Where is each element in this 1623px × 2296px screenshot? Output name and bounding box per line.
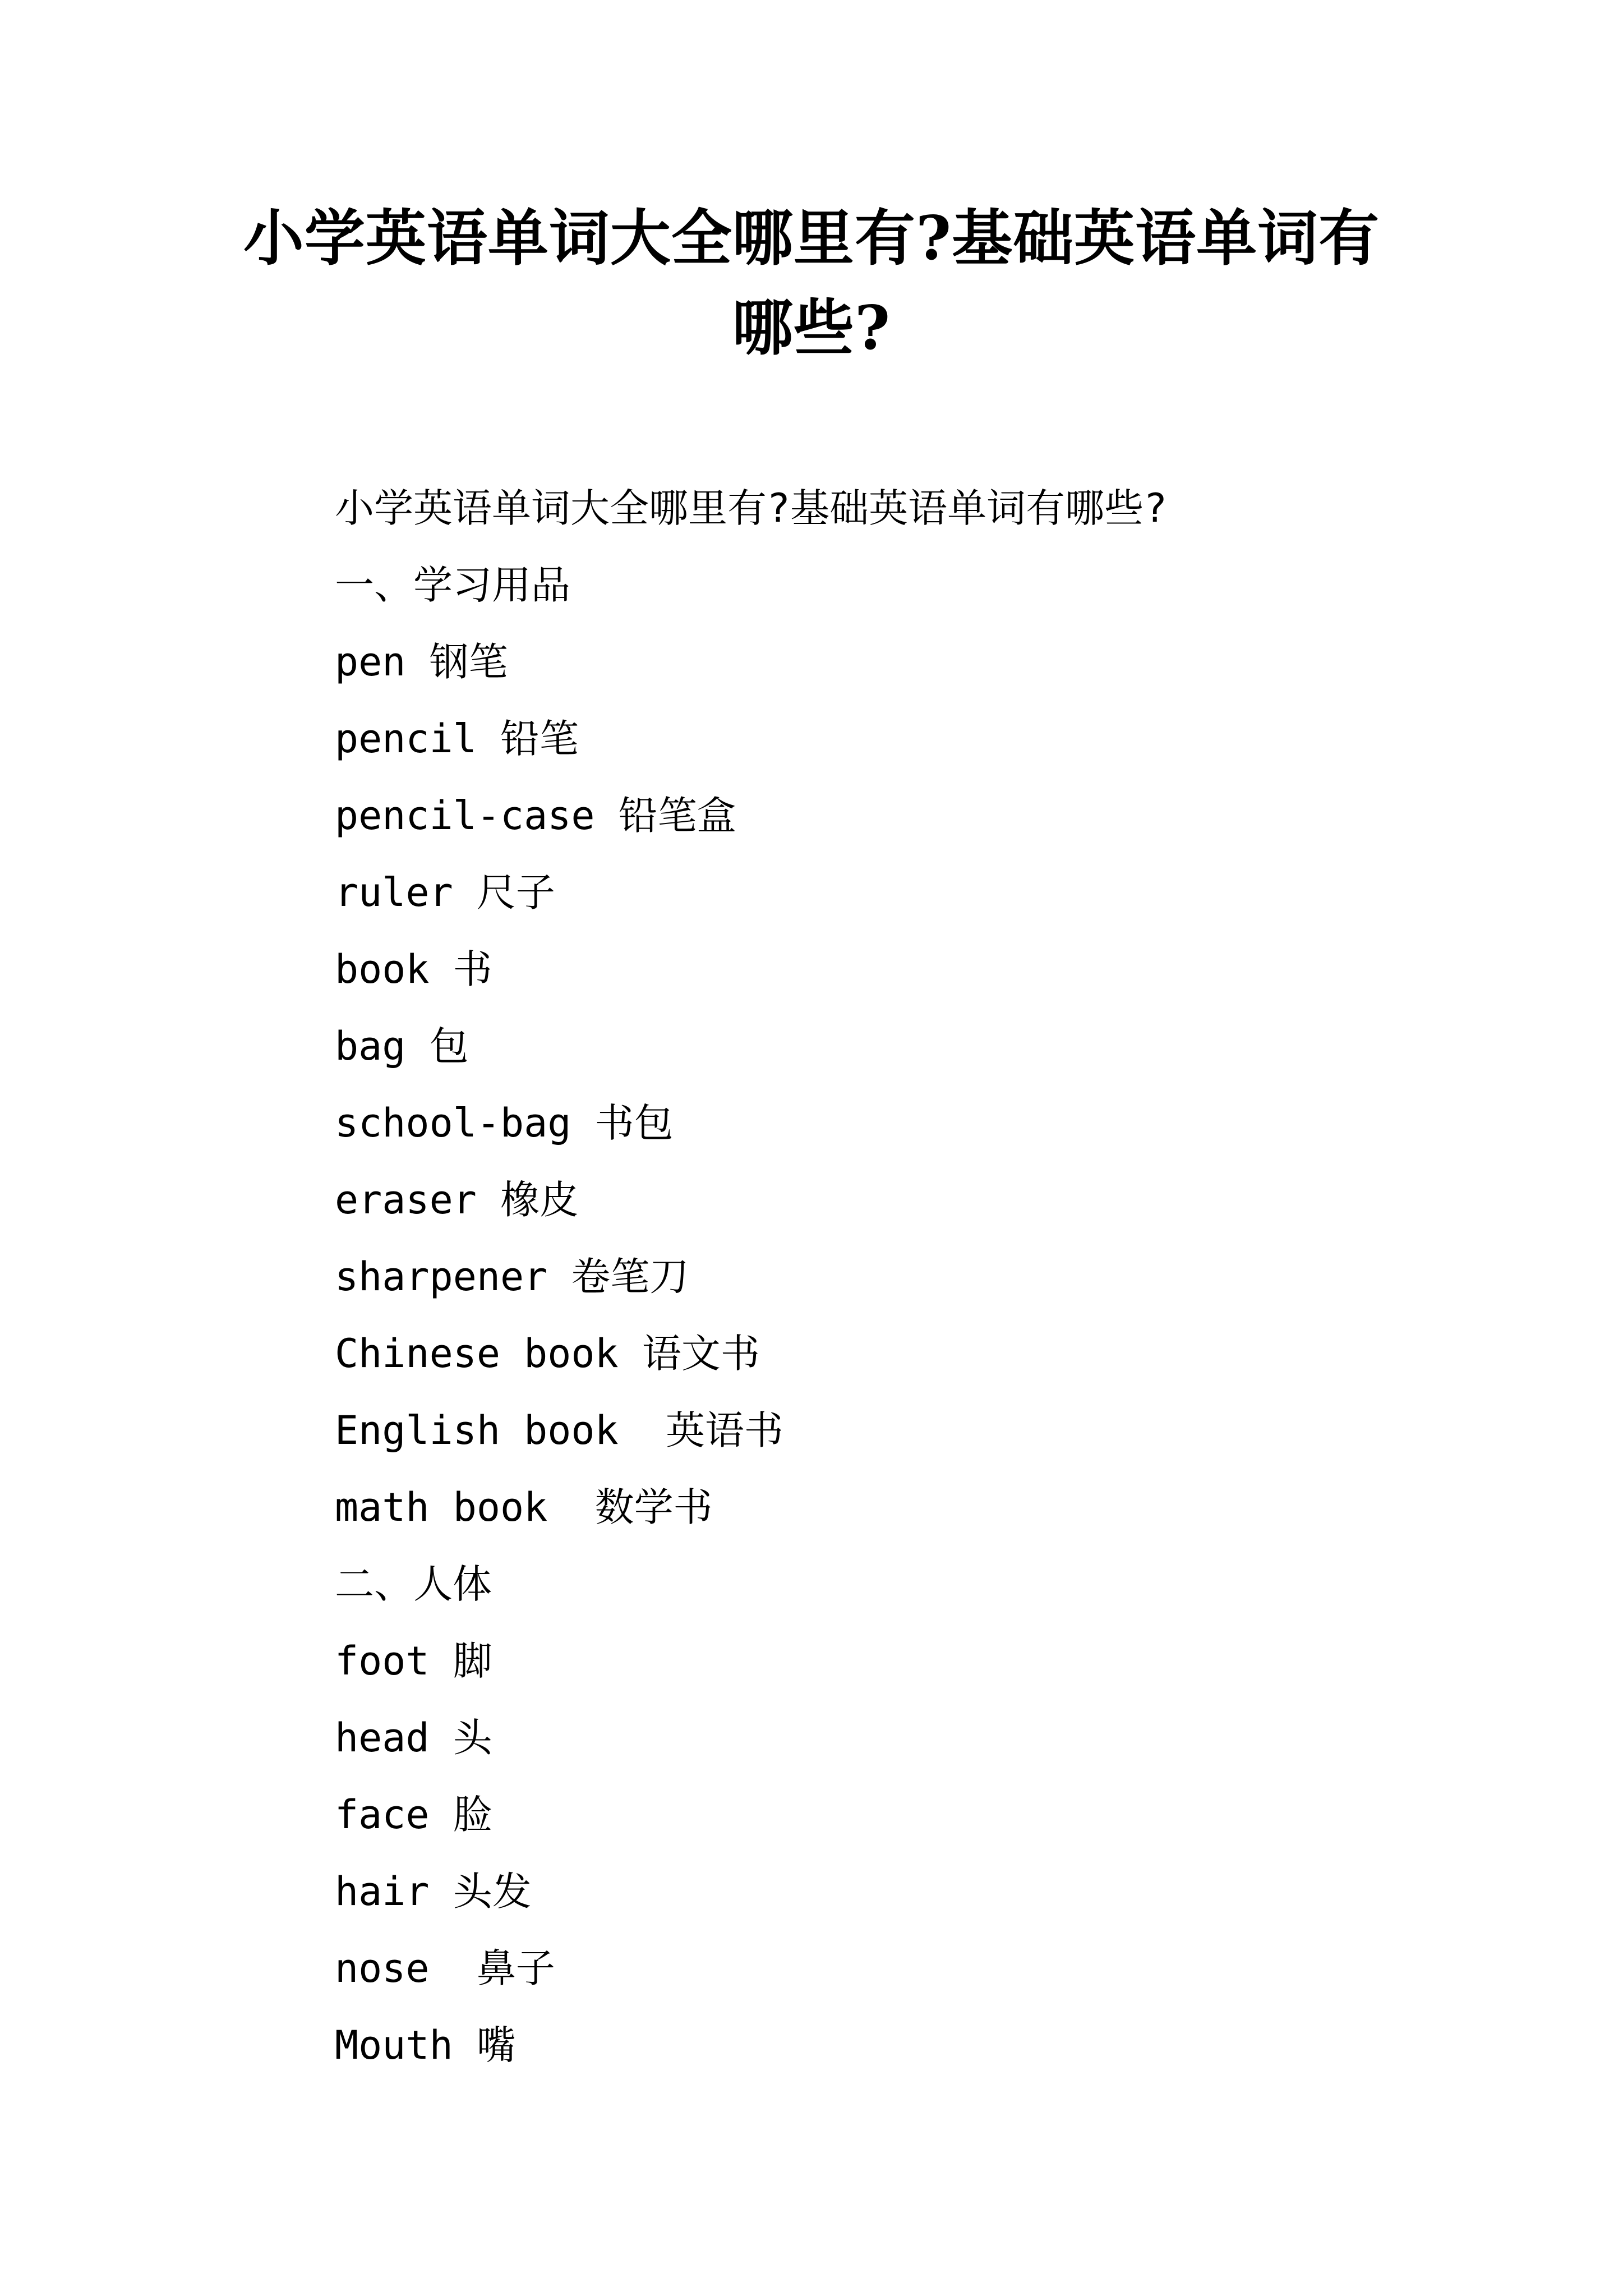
vocab-item: English book 英语书 bbox=[335, 1407, 784, 1453]
vocab-item: nose 鼻子 bbox=[335, 1945, 555, 1991]
vocab-item: head 头 bbox=[335, 1715, 492, 1761]
section-heading-human-body: 二、人体 bbox=[335, 1561, 492, 1607]
vocab-item: face 脸 bbox=[335, 1792, 492, 1838]
vocab-item: ruler 尺子 bbox=[335, 869, 555, 915]
title-line-2: 哪些? bbox=[732, 293, 891, 364]
document-body bbox=[335, 470, 1456, 2084]
vocab-item: Mouth 嘴 bbox=[335, 2022, 516, 2068]
section-heading-school-supplies: 一、学习用品 bbox=[335, 562, 570, 608]
vocab-item: foot 脚 bbox=[335, 1638, 492, 1684]
vocab-item: Chinese book 语文书 bbox=[335, 1331, 760, 1377]
intro-line: 小学英语单词大全哪里有?基础英语单词有哪些? bbox=[335, 485, 1168, 531]
vocab-item: bag 包 bbox=[335, 1023, 469, 1069]
vocab-item: school-bag 书包 bbox=[335, 1100, 674, 1146]
vocab-item: pen 钢笔 bbox=[335, 639, 508, 685]
title-line-1: 小学英语单词大全哪里有?基础英语单词有 bbox=[243, 203, 1380, 274]
vocab-item: eraser 橡皮 bbox=[335, 1177, 579, 1223]
document-title bbox=[168, 194, 1455, 373]
vocab-item: pencil-case 铅笔盒 bbox=[335, 793, 736, 839]
vocab-item: pencil 铅笔 bbox=[335, 716, 579, 762]
vocab-item: hair 头发 bbox=[335, 1869, 532, 1915]
vocab-item: book 书 bbox=[335, 946, 492, 992]
vocab-item: math book 数学书 bbox=[335, 1484, 713, 1530]
vocab-item: sharpener 卷笔刀 bbox=[335, 1254, 689, 1300]
